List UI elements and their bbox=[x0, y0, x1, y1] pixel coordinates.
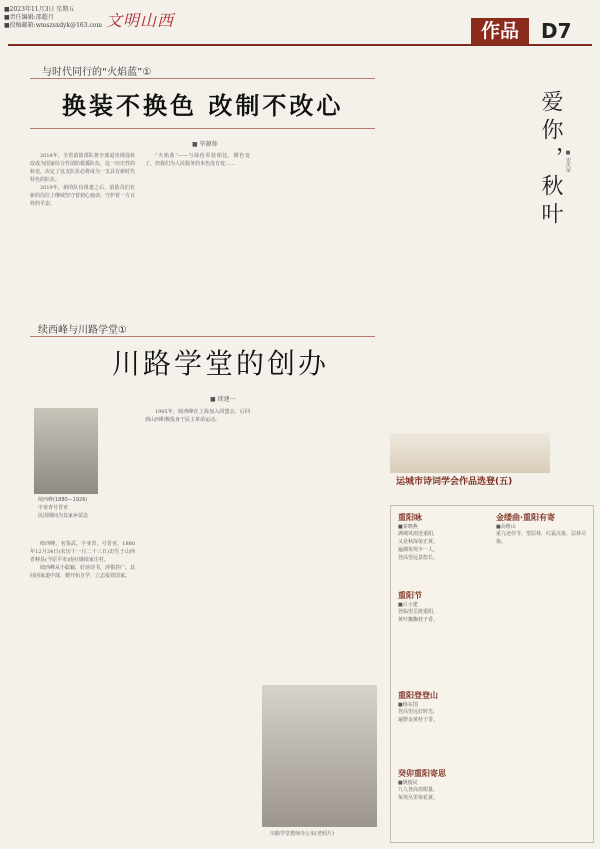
poem-author: ■吕小建 bbox=[398, 602, 418, 608]
poem-line: 又是秋深菊正黄。 bbox=[398, 539, 439, 545]
poem-title: 癸卯重阳寄思 bbox=[398, 769, 446, 778]
poem-line: 黄叶飘飘桂子香。 bbox=[398, 617, 439, 623]
article2-title: 川路学堂的创办 bbox=[112, 347, 330, 380]
masthead-email: ■投稿邮箱:wmszsxdyk@163.com bbox=[4, 22, 103, 29]
poem-line: 登高望远意悠长。 bbox=[398, 555, 439, 561]
poem-line: 遍野金黄桂子香。 bbox=[398, 717, 439, 723]
poetry-box-title: 运城市诗词学会作品选登(五) bbox=[396, 477, 513, 487]
poem-author: ■姚俊民 bbox=[398, 780, 418, 786]
photo-caption-line: 字亚青号晋亚 bbox=[38, 505, 69, 511]
essay-byline: ■ 安庆荣 bbox=[565, 150, 571, 173]
article1-paragraph: “火焰蓝”——与绿色军装相比，颜色变了，但我们为人民服务的本色没有变…… bbox=[145, 153, 250, 167]
article2-col2 bbox=[145, 408, 250, 840]
article1-title: 换装不换色 改制不改心 bbox=[62, 92, 344, 120]
poem-title: 金缕曲·重阳有寄 bbox=[496, 513, 556, 522]
poem-line: 九九登高放眼量， bbox=[398, 787, 439, 793]
poem bbox=[398, 768, 488, 802]
newspaper-logo: 文明山西 bbox=[106, 11, 175, 30]
poem-title: 重阳登登山 bbox=[398, 691, 438, 700]
article2-col1 bbox=[30, 540, 135, 840]
poem bbox=[398, 512, 488, 562]
poem-author: ■杨东国 bbox=[398, 702, 418, 708]
article1-rule-bottom bbox=[30, 128, 375, 129]
article2-rule bbox=[30, 336, 375, 337]
article2-col3 bbox=[260, 408, 375, 680]
photo-caption-line: 民国期间为其家乡留念 bbox=[38, 513, 89, 519]
poem bbox=[398, 690, 488, 724]
article1-col3 bbox=[260, 152, 375, 294]
poem-title: 重阳咏 bbox=[398, 513, 422, 522]
article1-col2 bbox=[145, 152, 250, 294]
school-photo bbox=[262, 685, 377, 827]
poem-title: 重阳节 bbox=[398, 591, 422, 600]
poem-line: 登临望岳渡重阳， bbox=[398, 609, 439, 615]
article2-paragraph: 1905年，续西峰在上海加入同盟会，后回到山西积极投身于民主革命运动。 bbox=[145, 409, 250, 423]
portrait-photo bbox=[34, 408, 98, 494]
photo-caption-line: 续西峰(1880—1926) bbox=[38, 497, 88, 503]
photo-caption bbox=[38, 496, 88, 520]
branch-illustration bbox=[390, 433, 550, 473]
article1-kicker: 与时代同行的“火焰蓝”① bbox=[42, 67, 152, 78]
article1-rule bbox=[30, 78, 375, 79]
article1-paragraph: 2019年，新的队伍组建之后，消防员们在新的岗位上继续坚守着初心使命，守护着一方百姓的平安。 bbox=[30, 185, 135, 207]
essay-col3 bbox=[495, 235, 592, 465]
poem bbox=[496, 512, 588, 546]
article2-paragraph: 续西峰从小聪颖，好读诗书，涉猎甚广。其间因家道中落，便开始自学，立志报效国家。 bbox=[30, 565, 135, 579]
section-tag: 作品 bbox=[471, 18, 529, 44]
masthead-editor: ■责任编辑:邵超月 bbox=[4, 14, 54, 21]
poem-author: ■秦晓燕 bbox=[398, 524, 418, 530]
school-photo-caption: 川路学堂教师办公室(老照片) bbox=[270, 831, 334, 837]
poem-line: 登高望远好时光， bbox=[398, 709, 439, 715]
poem-author: ■高维山 bbox=[496, 524, 516, 530]
article2-byline: ■ 续建一 bbox=[210, 396, 236, 403]
page-number: D7 bbox=[541, 19, 572, 43]
essay-title: 爱你，秋叶 bbox=[538, 90, 563, 230]
poem-line: 重九还佳节，望层林，红霜点染，层林尽染。 bbox=[496, 531, 587, 545]
masthead-date: ■2023年11月3日 星期五 bbox=[4, 6, 75, 13]
article2-paragraph: 续西峰，名鉴武，字亚青，号晋亚，1880年12月24日(农历十一月二十三日)出生于山西省崞县(今原平市)南社镇续家庄村。 bbox=[30, 541, 135, 563]
essay-col2 bbox=[400, 232, 490, 432]
poem-line: 遍插茱萸少一人， bbox=[398, 547, 439, 553]
poem-line: 茱萸丛里菊花黄。 bbox=[398, 795, 439, 801]
article2-kicker: 续西峰与川路学堂① bbox=[38, 325, 127, 336]
article1-paragraph: 2018年，全省消防部队将全部退出现役转改成为国家综合性消防救援队伍，这一历史性的转变，决定了这支队伍必将成为一支具有新时代特色的队伍。 bbox=[30, 153, 135, 183]
poem-line: 满城风雨近重阳， bbox=[398, 531, 439, 537]
poem bbox=[398, 590, 488, 624]
masthead-meta bbox=[4, 6, 102, 30]
article1-col1 bbox=[30, 152, 135, 294]
article1-byline: ■ 毕源帅 bbox=[192, 141, 218, 148]
